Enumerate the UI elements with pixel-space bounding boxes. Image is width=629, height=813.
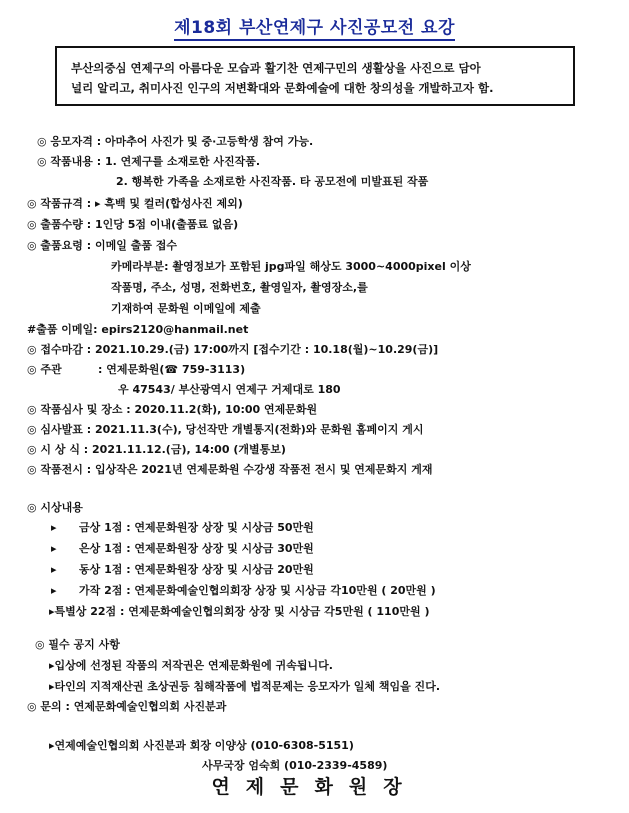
exhibition-line: ◎ 작품전시 : 입상작은 2021년 연제문화원 수강생 작품전 전시 및 연제문화지 게재: [27, 463, 433, 476]
award-item: 금상 1점 : 연제문화원장 상장 및 시상금 50만원: [79, 521, 314, 534]
eligibility-line: ◎ 응모자격 : 아마추어 사진가 및 중·고등학생 참여 가능.: [37, 135, 314, 148]
notice-line-1: ▸입상에 선정된 작품의 저작권은 연제문화원에 귀속됩니다.: [49, 659, 333, 672]
judging-line: ◎ 작품심사 및 장소 : 2020.11.2(화), 10:00 연제문화원: [27, 403, 318, 416]
host-phone: 759-3113): [181, 363, 246, 376]
award-item: 동상 1점 : 연제문화원장 상장 및 시상금 20만원: [79, 563, 314, 576]
method-detail-1: 카메라부분: 촬영정보가 포함된 jpg파일 해상도 3000~4000pixel 이상: [111, 260, 471, 273]
intro-line-1: 부산의중심 연제구의 아름다운 모습과 활기찬 연제구민의 생활상을 사진으로 담아: [71, 61, 481, 75]
signature: 연제문화원장: [211, 776, 418, 798]
spec-line: ◎ 작품규격 : ▸ 흑백 및 컬러(합성사진 제외): [27, 197, 243, 210]
notice-header: ◎ 필수 공지 사항: [35, 638, 120, 651]
inquiry-line: ◎ 문의 : 연제문화예술인협의회 사진분과: [27, 700, 227, 713]
awards-header: ◎ 시상내용: [27, 501, 83, 514]
title-text: 제18회 부산연제구 사진공모전 요강: [174, 18, 455, 41]
email-line: #출품 이메일: epirs2120@hanmail.net: [27, 323, 249, 336]
method-line: ◎ 출품요령 : 이메일 출품 접수: [27, 239, 178, 252]
content-line-1: ◎ 작품내용 : 1. 연제구를 소재로한 사진작품.: [37, 155, 261, 168]
quantity-line: ◎ 출품수량 : 1인당 5점 이내(출품료 없음): [27, 218, 239, 231]
deadline-line: ◎ 접수마감 : 2021.10.29.(금) 17:00까지 [접수기간 : 10.18(월)~10.29(금)]: [27, 343, 439, 356]
award-bullet: ▸: [51, 584, 57, 597]
award-item: ▸특별상 22점 : 연제문화예술인협의회장 상장 및 시상금 각5만원 ( 110만원 ): [49, 605, 430, 618]
contact-line-1: ▸연제예술인협의회 사진분과 회장 이양상 (010-6308-5151): [49, 739, 354, 752]
award-bullet: ▸: [51, 563, 57, 576]
host-line: [98, 362, 245, 378]
intro-box: [55, 46, 575, 106]
award-bullet: ▸: [51, 521, 57, 534]
host-name: : 연제문화원(: [98, 363, 165, 376]
telephone-icon: ☎: [164, 363, 179, 376]
award-item: 가작 2점 : 연제문화예술인협의회장 상장 및 시상금 각10만원 ( 20만원 ): [79, 584, 436, 597]
intro-line-2: 널리 알리고, 취미사진 인구의 저변확대와 문화예술에 대한 창의성을 개발하고자 함.: [71, 81, 494, 95]
award-bullet: ▸: [51, 542, 57, 555]
notice-line-2: ▸타인의 지적재산권 초상권등 침해작품에 법적문제는 응모자가 일체 책임을 진다.: [49, 680, 440, 693]
method-detail-2: 작품명, 주소, 성명, 전화번호, 촬영일자, 촬영장소,를: [111, 281, 368, 294]
contact-line-2: 사무국장 엄숙희 (010-2339-4589): [202, 759, 388, 772]
ceremony-line: ◎ 시 상 식 : 2021.11.12.(금), 14:00 (개별통보): [27, 443, 286, 456]
document-title: [0, 13, 629, 38]
method-detail-3: 기재하여 문화원 이메일에 제출: [111, 302, 261, 315]
announcement-line: ◎ 심사발표 : 2021.11.3(수), 당선작만 개별통지(전화)와 문화원 홈페이지 게시: [27, 423, 424, 436]
award-item: 은상 1점 : 연제문화원장 상장 및 시상금 30만원: [79, 542, 314, 555]
content-line-2: 2. 행복한 가족을 소재로한 사진작품. 타 공모전에 미발표된 작품: [116, 175, 429, 188]
host-address: 우 47543/ 부산광역시 연제구 거제대로 180: [118, 383, 341, 396]
host-label: ◎ 주관: [27, 363, 62, 376]
